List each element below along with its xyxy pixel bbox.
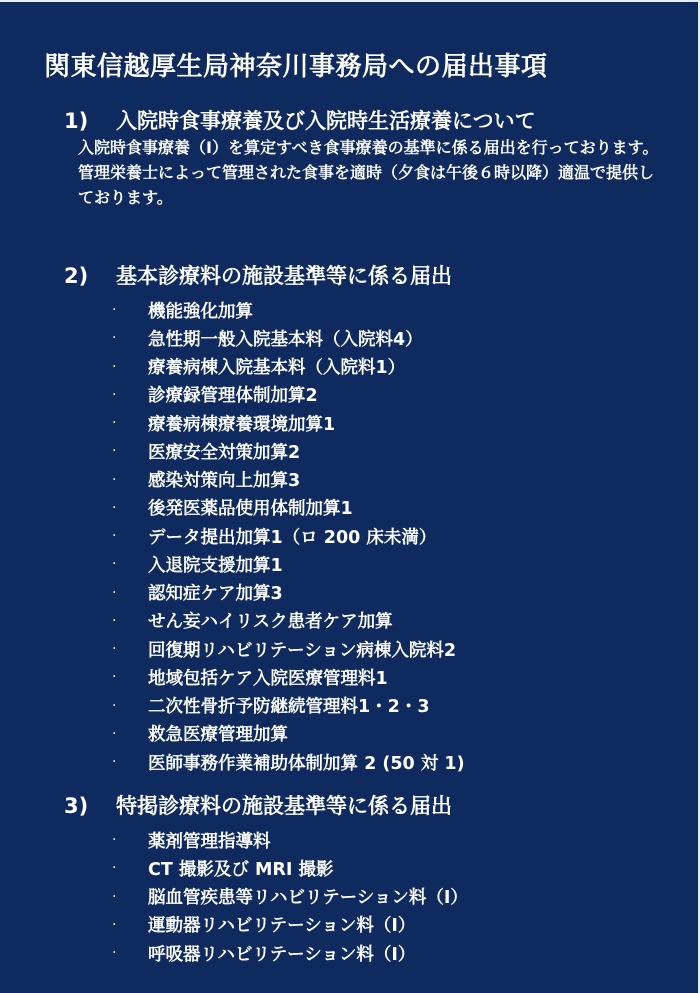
paragraph-meal-standard: 入院時食事療養（Ⅰ）を算定すべき食事療養の基準に係る届出を行っております。 <box>78 138 659 157</box>
list-item <box>64 353 664 381</box>
bullet-icon: · <box>112 697 117 714</box>
list-item <box>64 635 664 663</box>
bullet-icon: · <box>112 584 117 601</box>
list-item <box>64 494 664 522</box>
section-heading <box>64 792 664 820</box>
list-item-text: 脳血管疾患等リハビリテーション料（Ⅰ） <box>148 888 468 909</box>
bullet-icon: · <box>112 888 117 905</box>
section-heading-text: 特掲診療料の施設基準等に係る届出 <box>116 794 452 818</box>
section-heading-text: 基本診療料の施設基準等に係る届出 <box>116 264 452 288</box>
list-item <box>64 296 664 324</box>
item-list <box>64 826 664 967</box>
list-item <box>64 911 664 939</box>
paragraph-meal-timing: 管理栄養士によって管理された食事を適時（夕食は午後６時以降）適温で提供しております。 <box>78 163 655 207</box>
list-item-text: 感染対策向上加算3 <box>148 471 301 492</box>
list-item-text: データ提出加算1（ロ 200 床未満） <box>148 527 437 548</box>
bullet-icon: · <box>112 302 117 319</box>
section-heading-text: 入院時食事療養及び入院時生活療養について <box>116 109 536 133</box>
item-list <box>64 296 664 776</box>
bullet-icon: · <box>112 330 117 347</box>
list-item-text: 療養病棟入院基本料（入院料1） <box>148 358 406 379</box>
bullet-icon: · <box>112 641 117 658</box>
bullet-icon: · <box>112 725 117 742</box>
list-item <box>64 409 664 437</box>
list-item <box>64 607 664 635</box>
section-heading <box>64 107 664 135</box>
list-item <box>64 466 664 494</box>
list-item-text: 救急医療管理加算 <box>148 725 288 746</box>
list-item-text: せん妄ハイリスク患者ケア加算 <box>148 612 393 633</box>
list-item <box>64 854 664 882</box>
list-item <box>64 324 664 352</box>
list-item <box>64 720 664 748</box>
list-item-text: 薬剤管理指導料 <box>148 831 271 852</box>
list-item <box>64 381 664 409</box>
bullet-icon: · <box>112 832 117 849</box>
bullet-icon: · <box>112 415 117 432</box>
bullet-icon: · <box>112 499 117 516</box>
section-number: 2) <box>64 264 89 288</box>
bullet-icon: · <box>112 443 117 460</box>
list-item <box>64 522 664 550</box>
bullet-icon: · <box>112 916 117 933</box>
bullet-icon: · <box>112 612 117 629</box>
list-item-text: 回復期リハビリテーション病棟入院料2 <box>148 640 457 661</box>
section-meal-therapy <box>64 107 664 210</box>
list-item <box>64 883 664 911</box>
list-item <box>64 748 664 776</box>
section-heading <box>64 262 664 290</box>
list-item <box>64 692 664 720</box>
section-basic-fees <box>64 262 664 776</box>
bullet-icon: · <box>112 471 117 488</box>
list-item <box>64 579 664 607</box>
section-number: 3) <box>64 794 89 818</box>
list-item-text: 後発医薬品使用体制加算1 <box>148 499 353 520</box>
list-item-text: 急性期一般入院基本料（入院料4） <box>148 329 423 350</box>
list-item <box>64 939 664 967</box>
list-item <box>64 826 664 854</box>
list-item-text: 地域包括ケア入院医療管理料1 <box>148 668 388 689</box>
list-item <box>64 437 664 465</box>
bullet-icon: · <box>112 945 117 962</box>
list-item-text: 認知症ケア加算3 <box>148 584 283 605</box>
list-item-text: 医師事務作業補助体制加算 2 (50 対 1) <box>148 753 465 774</box>
list-item-text: 二次性骨折予防継続管理料1・2・3 <box>148 697 430 718</box>
bullet-icon: · <box>112 358 117 375</box>
list-item-text: 医療安全対策加算2 <box>148 442 301 463</box>
bullet-icon: · <box>112 556 117 573</box>
list-item-text: 診療録管理体制加算2 <box>148 386 318 407</box>
list-item-text: 呼吸器リハビリテーション料（Ⅰ） <box>148 944 416 965</box>
list-item-text: 入退院支援加算1 <box>148 555 283 576</box>
section-special-fees <box>64 792 664 967</box>
bullet-icon: · <box>112 528 117 545</box>
bullet-icon: · <box>112 669 117 686</box>
bullet-icon: · <box>112 754 117 771</box>
page-title: 関東信越厚生局神奈川事務局への届出事項 <box>44 52 548 82</box>
list-item <box>64 663 664 691</box>
bullet-icon: · <box>112 386 117 403</box>
list-item <box>64 550 664 578</box>
list-item-text: 運動器リハビリテーション料（Ⅰ） <box>148 916 416 937</box>
list-item-text: 機能強化加算 <box>148 301 253 322</box>
bullet-icon: · <box>112 860 117 877</box>
list-item-text: CT 撮影及び MRI 撮影 <box>148 859 334 880</box>
list-item-text: 療養病棟療養環境加算1 <box>148 414 336 435</box>
section-number: 1) <box>64 109 89 133</box>
